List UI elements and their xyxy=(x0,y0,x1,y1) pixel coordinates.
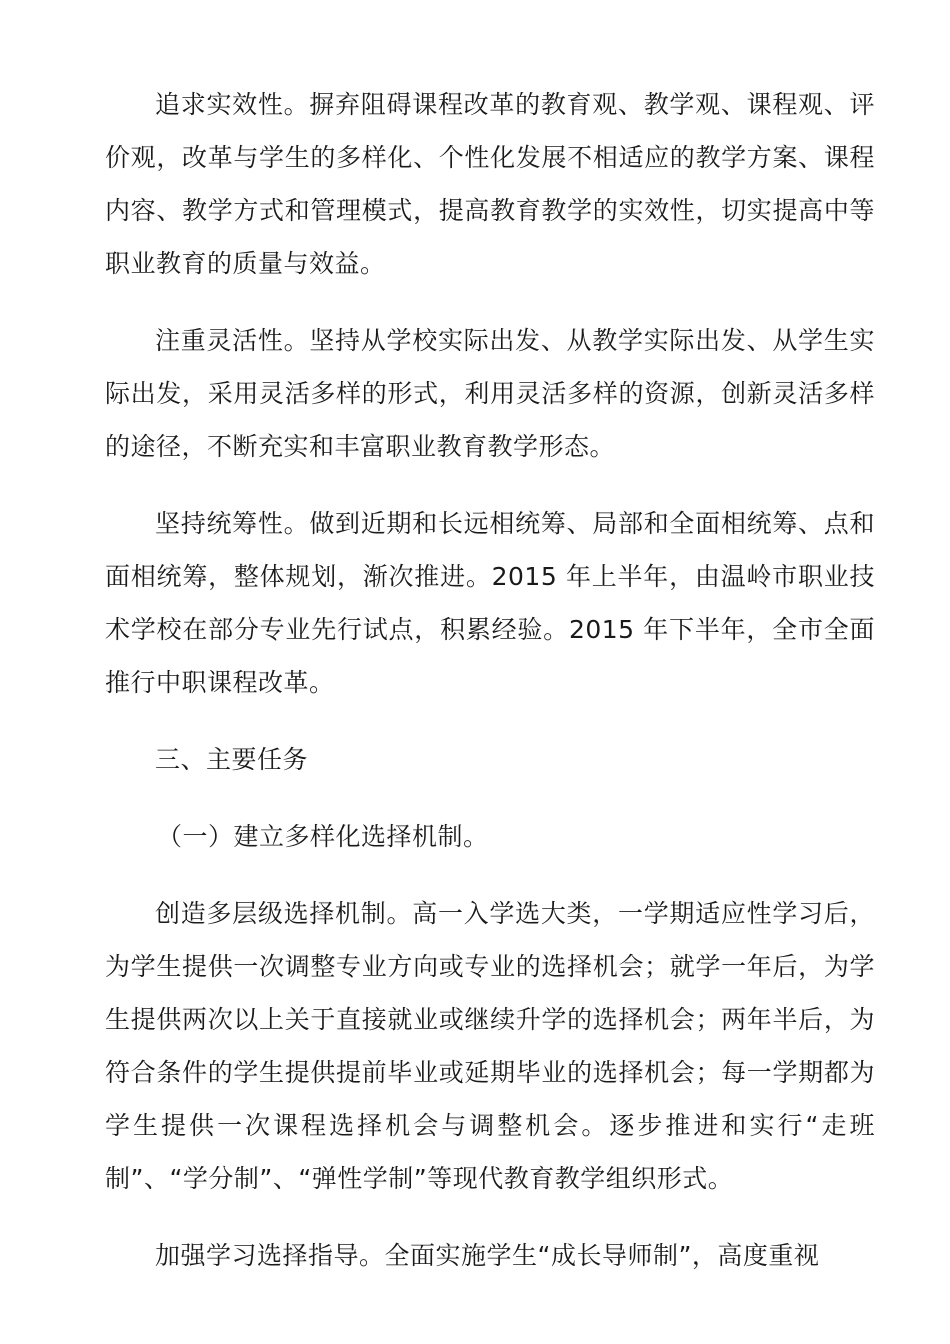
paragraph-multilevel-selection: 创造多层级选择机制。高一入学选大类，一学期适应性学习后，为学生提供一次调整专业方向或专业的选择机会；就学一年后，为学生提供两次以上关于直接就业或继续升学的选择机会；两年半后，为符合条件的学生提供提前毕业或延期毕业的选择机会；每一学期都为学生提供一次课程选择机会与调整机会。逐步推进和实行“走班制”、“学分制”、“弹性学制”等现代教育教学组织形式。 xyxy=(105,899,875,1193)
paragraph-flexibility: 注重灵活性。坚持从学校实际出发、从教学实际出发、从学生实际出发，采用灵活多样的形式，利用灵活多样的资源，创新灵活多样的途径，不断充实和丰富职业教育教学形态。 xyxy=(105,326,875,461)
subsection-heading-selection-mechanism: （一）建立多样化选择机制。 xyxy=(157,822,489,851)
section-heading-main-tasks: 三、主要任务 xyxy=(155,745,309,774)
paragraph-selection-guidance: 加强学习选择指导。全面实施学生“成长导师制”，高度重视 xyxy=(155,1241,820,1270)
paragraph-effectiveness: 追求实效性。摒弃阻碍课程改革的教育观、教学观、课程观、评价观，改革与学生的多样化、个性化发展不相适应的教学方案、课程内容、教学方式和管理模式，提高教育教学的实效性，切实提高中等职业教育的质量与效益。 xyxy=(105,90,875,278)
document-body xyxy=(105,78,875,1306)
paragraph-coordination: 坚持统筹性。做到近期和长远相统筹、局部和全面相统筹、点和面相统筹，整体规划，渐次推进。2015 年上半年，由温岭市职业技术学校在部分专业先行试点，积累经验。2015 年下半年，全市全面推行中职课程改革。 xyxy=(105,509,875,697)
